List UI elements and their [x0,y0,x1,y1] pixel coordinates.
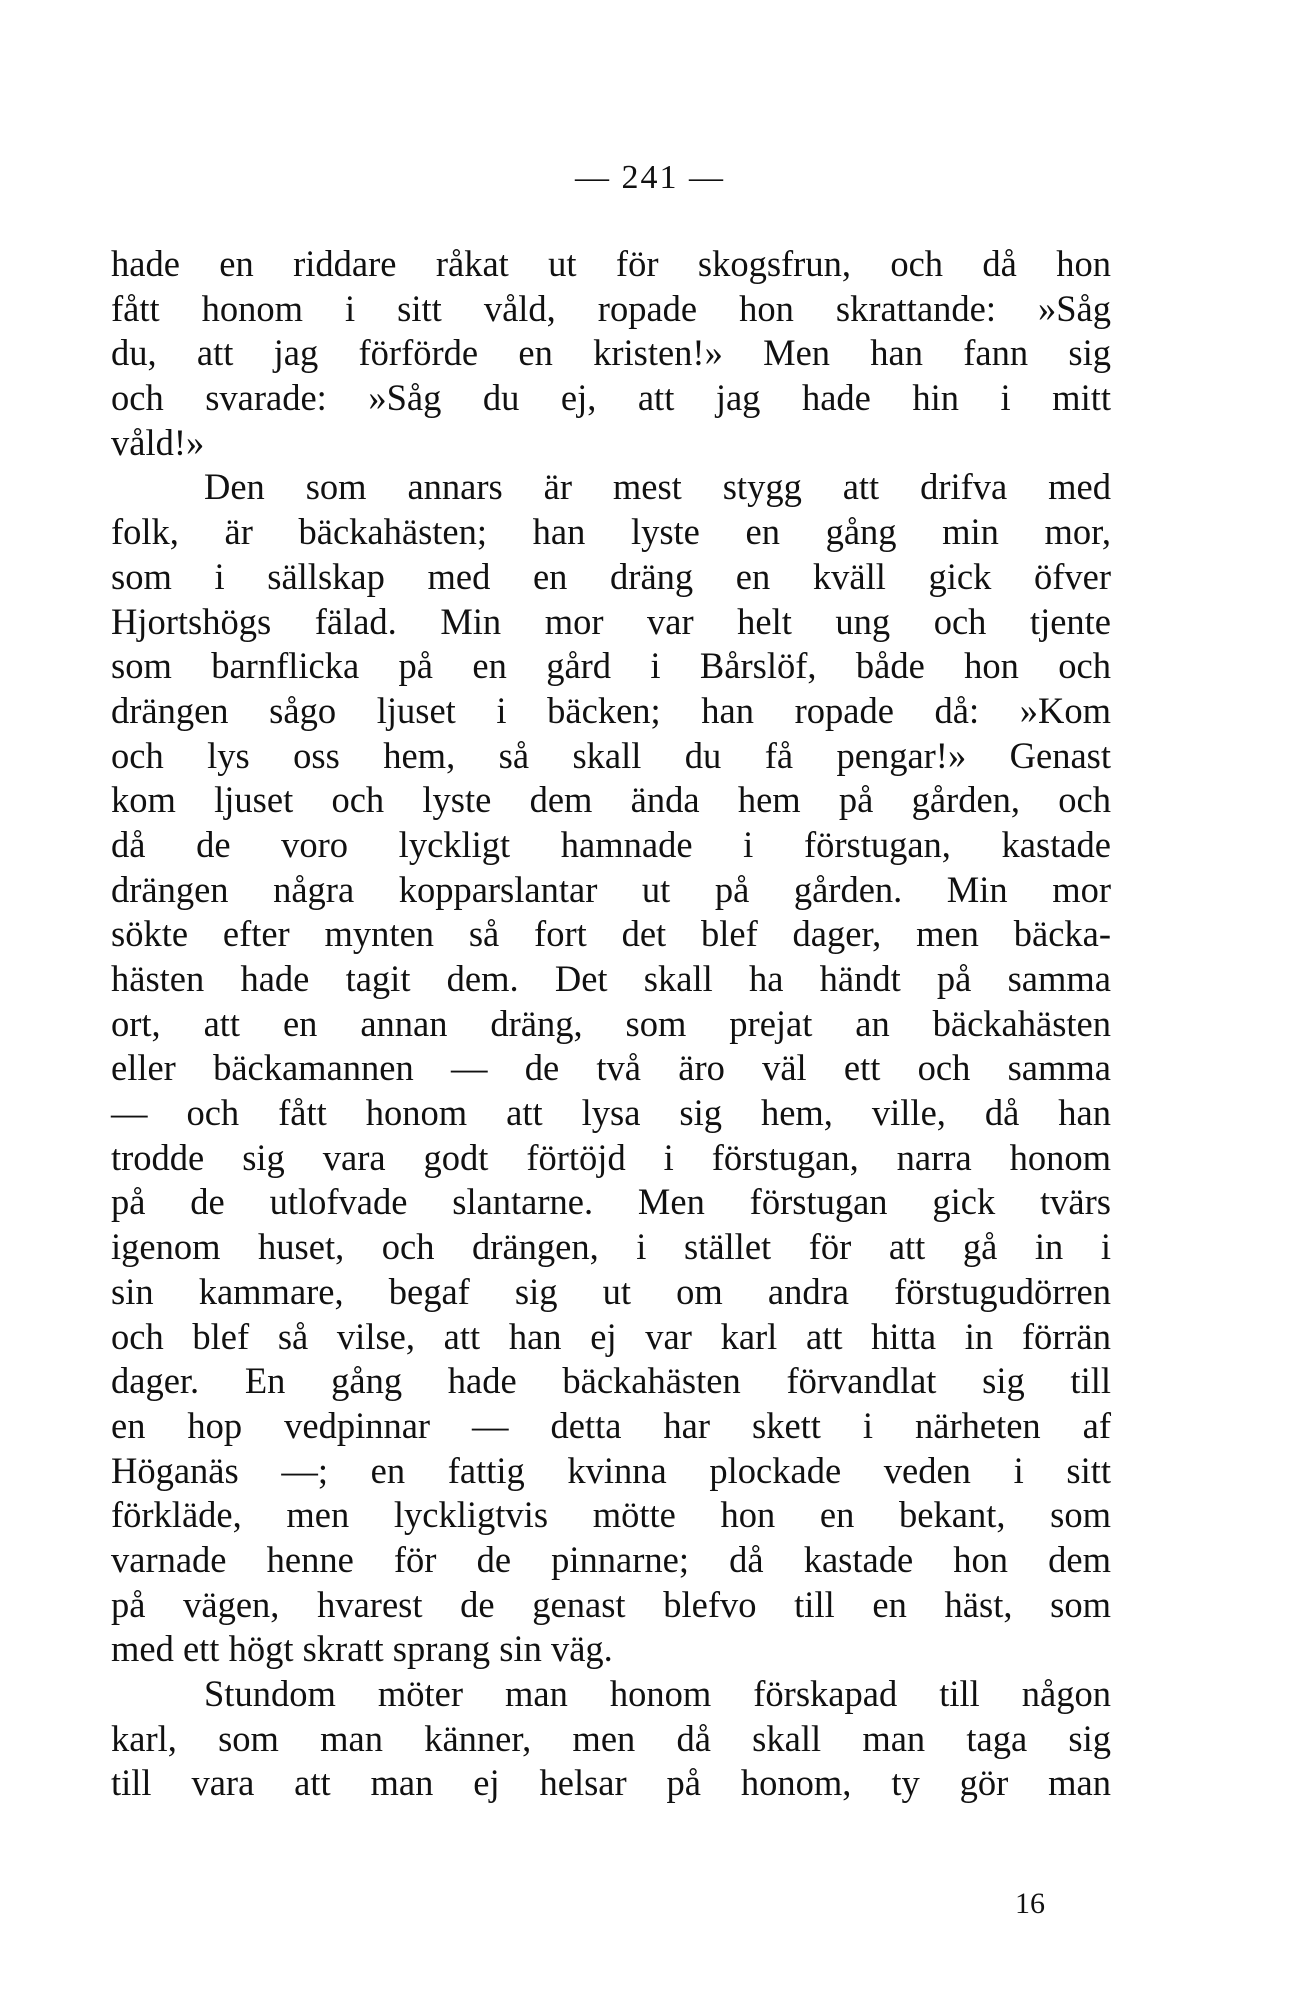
text-line: varnade henne för de pinnarne; då kastade hon dem [111,1538,1111,1580]
text-line: — och fått honom att lysa sig hem, ville, då han [111,1092,1111,1134]
text-line: som barnflicka på en gård i Bårslöf, både hon och [111,645,1111,687]
text-line: som i sällskap med en dräng en kväll gick öfver [111,555,1111,597]
text-line: då de voro lyckligt hamnade i förstugan, kastade [111,823,1111,865]
text-line: eller bäckamannen — de två äro väl ett och samma [111,1047,1111,1089]
text-line: med ett högt skratt sprang sin väg. [111,1628,613,1670]
text-line: våld!» [111,421,205,463]
text-line: Hjortshögs fälad. Min mor var helt ung och tjente [111,600,1111,642]
text-line: drängen sågo ljuset i bäcken; han ropade då: »Kom [111,689,1111,731]
text-line: sökte efter mynten så fort det blef dager, men bäcka- [111,913,1111,955]
body-text [111,242,1111,1806]
text-line: på de utlofvade slantarne. Men förstugan gick tvärs [111,1181,1111,1223]
text-line: hästen hade tagit dem. Det skall ha händt på samma [111,958,1111,999]
text-line: dager. En gång hade bäckahästen förvandlat sig till [111,1360,1111,1402]
text-line: hade en riddare råkat ut för skogsfrun, och då hon [111,243,1111,284]
text-line: karl, som man känner, men då skall man taga sig [111,1717,1111,1759]
text-line: kom ljuset och lyste dem ända hem på gården, och [111,779,1111,821]
text-line: och lys oss hem, så skall du få pengar!» Genast [111,734,1111,776]
text-line: på vägen, hvarest de genast blefvo till en häst, som [111,1583,1111,1625]
text-line: och svarade: »Såg du ej, att jag hade hin i mitt [111,377,1111,419]
page-number-header: — 241 — [575,159,725,196]
text-line: folk, är bäckahästen; han lyste en gång min mor, [111,511,1111,553]
text-line: en hop vedpinnar — detta har skett i närheten af [111,1404,1111,1446]
text-line: fått honom i sitt våld, ropade hon skrattande: »Såg [111,287,1111,329]
text-line: och blef så vilse, att han ej var karl att hitta in förrän [111,1315,1111,1357]
text-line: trodde sig vara godt förtöjd i förstugan, narra honom [111,1136,1111,1178]
text-line: Höganäs —; en fattig kvinna plockade veden i sitt [111,1449,1111,1491]
text-line: förkläde, men lyckligtvis mötte hon en bekant, som [111,1494,1111,1536]
text-line: ort, att en annan dräng, som prejat an bäckahästen [111,1002,1111,1044]
text-line: drängen några kopparslantar ut på gården. Min mor [111,868,1111,910]
text-line: Stundom möter man honom förskapad till någon [204,1673,1111,1714]
text-line: sin kammare, begaf sig ut om andra förstugudörren [111,1270,1111,1312]
signature-mark: 16 [1015,1887,1045,1920]
text-line: du, att jag förförde en kristen!» Men han fann sig [111,332,1111,374]
text-line: igenom huset, och drängen, i stället för att gå in i [111,1226,1111,1268]
text-line: till vara att man ej helsar på honom, ty gör man [111,1762,1111,1804]
text-line: Den som annars är mest stygg att drifva med [204,466,1111,508]
